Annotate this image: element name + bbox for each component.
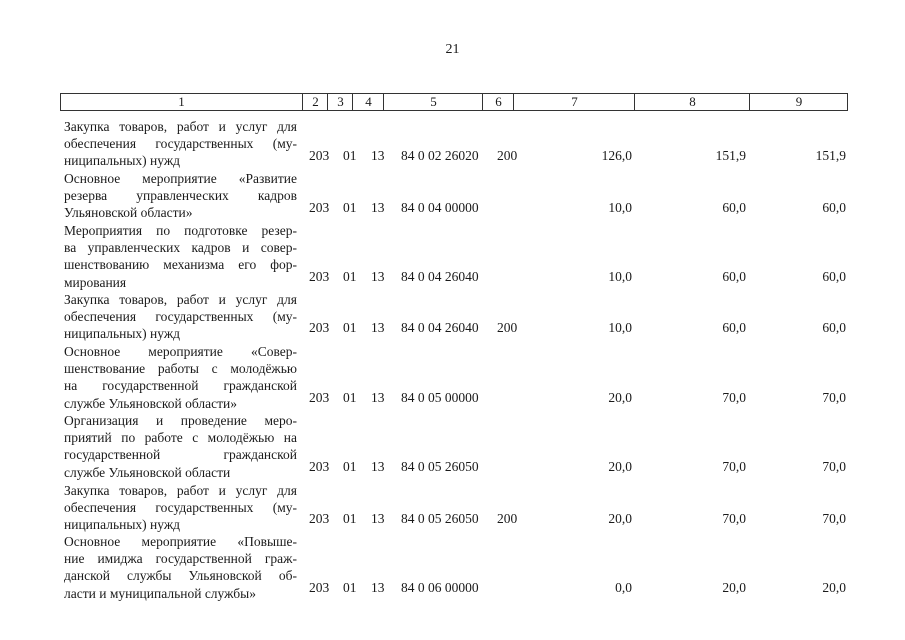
row-description-line: обеспечения государственных (му- [64,309,297,325]
row-description-line: Основное мероприятие «Повыше- [64,534,297,549]
row-description-line: ласти и муниципальной службы» [64,585,256,601]
row-description-line: шенствование работы с молодёжью [64,361,297,377]
row-description-line: приятий по работе с молодёжью на [64,430,297,446]
row-cell-c3: 01 [343,200,357,215]
row-description-line: обеспечения государственных (му- [64,500,297,516]
row-cell-c6: 200 [497,320,518,335]
row-cell-c7: 20,0 [608,390,632,405]
row-description-line: обеспечения государственных (му- [64,136,297,152]
row-cell-c9: 70,0 [822,511,846,526]
row-description-line: Основное мероприятие «Совер- [64,344,297,359]
row-description-line: ва управленческих кадров и совер- [64,240,297,256]
row-description [64,222,297,291]
row-cell-c4: 13 [371,200,385,215]
row-description [64,118,297,170]
row-description-line: ниципальных) нужд [64,153,181,169]
row-description-line: Основное мероприятие «Развитие [64,171,297,186]
row-cell-c5: 84 0 04 26040 [401,269,479,284]
row-description-line: Мероприятия по подготовке резер- [64,223,297,238]
row-cell-c8: 60,0 [722,269,746,284]
row-description [64,482,297,534]
row-description [64,291,297,343]
row-cell-c9: 151,9 [815,148,846,163]
row-cell-c4: 13 [371,459,385,474]
row-cell-c6: 200 [497,148,518,163]
row-cell-c4: 13 [371,148,385,163]
row-cell-c2: 203 [309,200,330,215]
row-description [64,533,297,602]
row-cell-c9: 70,0 [822,459,846,474]
row-description-line: резерва управленческих кадров [64,188,297,204]
header-col-7: 7 [513,94,635,110]
row-description-line: Организация и проведение меро- [64,413,297,428]
row-cell-c2: 203 [309,269,330,284]
row-cell-c9: 70,0 [822,390,846,405]
row-cell-c2: 203 [309,459,330,474]
row-cell-c2: 203 [309,148,330,163]
header-col-3: 3 [327,94,353,110]
row-description-line: ниципальных) нужд [64,517,181,533]
header-col-5: 5 [383,94,483,110]
header-col-8: 8 [634,94,750,110]
header-col-9: 9 [749,94,848,110]
row-cell-c4: 13 [371,320,385,335]
row-cell-c8: 151,9 [715,148,746,163]
row-description [64,343,297,412]
row-cell-c3: 01 [343,320,357,335]
row-cell-c7: 10,0 [608,269,632,284]
row-description [64,412,297,481]
row-description-line: Закупка товаров, работ и услуг для [64,292,297,307]
header-col-1: 1 [178,94,185,109]
row-description-line: государственной гражданской [64,447,297,463]
row-cell-c8: 60,0 [722,320,746,335]
row-cell-c2: 203 [309,320,330,335]
row-cell-c5: 84 0 04 00000 [401,200,479,215]
row-description-line: Закупка товаров, работ и услуг для [64,119,297,134]
row-description-line: данской службы Ульяновской об- [64,568,297,584]
row-description-line: ние имиджа государственной граж- [64,551,297,567]
row-cell-c2: 203 [309,390,330,405]
row-description-line: службе Ульяновской области [64,464,231,480]
row-cell-c7: 20,0 [608,511,632,526]
row-cell-c4: 13 [371,390,385,405]
row-cell-c7: 10,0 [608,200,632,215]
row-cell-c5: 84 0 05 26050 [401,511,479,526]
row-description-line: Закупка товаров, работ и услуг для [64,483,297,498]
column-number-header [60,93,848,111]
row-description-line: службе Ульяновской области» [64,395,238,411]
row-cell-c7: 126,0 [601,148,632,163]
row-cell-c9: 60,0 [822,269,846,284]
row-cell-c8: 70,0 [722,459,746,474]
row-cell-c8: 70,0 [722,390,746,405]
header-col-2: 2 [302,94,328,110]
row-description-line: мирования [64,274,127,290]
row-cell-c9: 20,0 [822,580,846,595]
row-cell-c4: 13 [371,511,385,526]
row-cell-c6: 200 [497,511,518,526]
row-description-line: на государственной гражданской [64,378,297,394]
row-cell-c3: 01 [343,390,357,405]
row-description [64,170,297,222]
row-description-line: шенствованию механизма его фор- [64,257,297,273]
row-cell-c5: 84 0 04 26040 [401,320,479,335]
row-cell-c5: 84 0 05 26050 [401,459,479,474]
row-description-line: Ульяновской области» [64,205,193,221]
row-description-line: ниципальных) нужд [64,326,181,342]
row-cell-c9: 60,0 [822,320,846,335]
row-cell-c3: 01 [343,459,357,474]
row-cell-c9: 60,0 [822,200,846,215]
row-cell-c3: 01 [343,148,357,163]
row-cell-c8: 70,0 [722,511,746,526]
row-cell-c7: 0,0 [615,580,632,595]
row-cell-c2: 203 [309,580,330,595]
row-cell-c3: 01 [343,580,357,595]
page-number: 21 [445,42,460,57]
header-col-6: 6 [482,94,514,110]
row-cell-c5: 84 0 02 26020 [401,148,479,163]
row-cell-c8: 20,0 [722,580,746,595]
row-cell-c5: 84 0 05 00000 [401,390,479,405]
row-cell-c5: 84 0 06 00000 [401,580,479,595]
row-cell-c8: 60,0 [722,200,746,215]
row-cell-c3: 01 [343,269,357,284]
header-col-4: 4 [352,94,384,110]
row-cell-c3: 01 [343,511,357,526]
row-cell-c7: 10,0 [608,320,632,335]
row-cell-c4: 13 [371,580,385,595]
row-cell-c2: 203 [309,511,330,526]
row-cell-c4: 13 [371,269,385,284]
row-cell-c7: 20,0 [608,459,632,474]
